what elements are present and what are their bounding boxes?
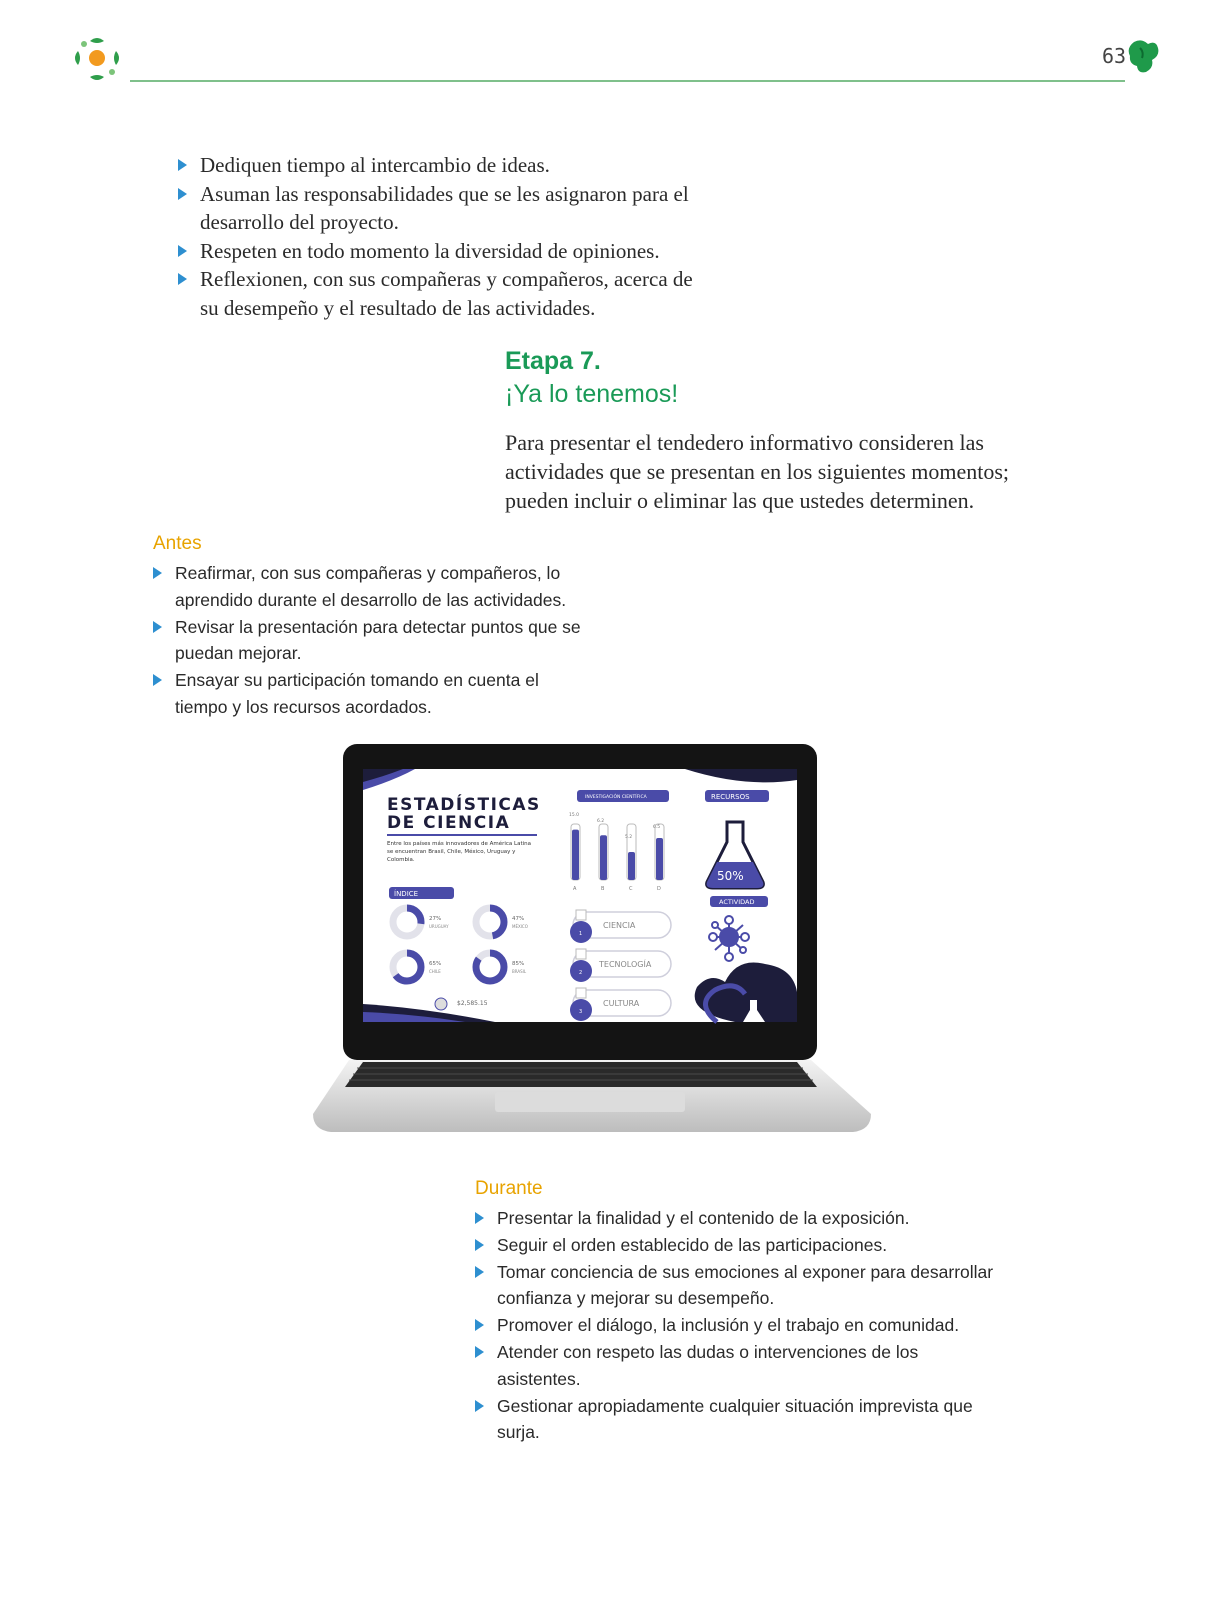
test-tube-label: A xyxy=(573,886,577,892)
donut-percent: 85% xyxy=(512,961,525,967)
header-rule xyxy=(130,80,1125,82)
flower-logo-icon xyxy=(70,33,126,85)
stage-title: Etapa 7. xyxy=(505,347,601,375)
bullet-arrow-icon xyxy=(178,159,187,171)
page-number: 63 xyxy=(1102,44,1127,68)
top-guidelines-list xyxy=(178,151,698,322)
list-item: Atender con respeto las dudas o intervenciones de los asistentes. xyxy=(475,1339,995,1393)
bullet-arrow-icon xyxy=(475,1266,484,1278)
bullet-arrow-icon xyxy=(475,1400,484,1412)
test-tube-fill xyxy=(600,835,607,880)
list-item: Reafirmar, con sus compañeras y compañeros, lo aprendido durante el desarrollo de las actividades. xyxy=(153,560,593,614)
flask-percentage: 50% xyxy=(717,869,744,883)
list-item: Promover el diálogo, la inclusión y el trabajo en comunidad. xyxy=(475,1312,995,1339)
topic-number: 3 xyxy=(579,1009,583,1015)
list-item: Presentar la finalidad y el contenido de la exposición. xyxy=(475,1205,995,1232)
bullet-arrow-icon xyxy=(178,245,187,257)
antes-title: Antes xyxy=(153,533,202,554)
recursos-label: RECURSOS xyxy=(711,793,750,801)
test-tube-label: D xyxy=(657,886,661,892)
list-item: Ensayar su participación tomando en cuenta el tiempo y los recursos acordados. xyxy=(153,667,593,721)
durante-list xyxy=(475,1205,995,1446)
topic-label: CULTURA xyxy=(603,999,640,1008)
test-tube-label: C xyxy=(629,886,633,892)
stage-subtitle: ¡Ya lo tenemos! xyxy=(505,380,679,408)
bullet-arrow-icon xyxy=(475,1346,484,1358)
test-tube-fill xyxy=(656,838,663,880)
money-label: $2,585.15 xyxy=(457,1000,488,1007)
topic-number: 2 xyxy=(579,970,583,976)
test-tube-label: B xyxy=(601,886,605,892)
bullet-arrow-icon xyxy=(475,1239,484,1251)
test-tube-value: 6.2 xyxy=(597,819,605,824)
antes-list xyxy=(153,560,593,721)
test-tube-fill xyxy=(572,830,579,880)
stage-intro: Para presentar el tendedero informativo consideren las actividades que se presentan en los siguientes momentos; pueden incluir o eliminar las que ustedes determinen. xyxy=(505,430,1010,513)
test-tube-value: 15.0 xyxy=(569,813,580,818)
bullet-arrow-icon xyxy=(475,1319,484,1331)
donut-percent: 65% xyxy=(429,961,442,967)
list-item: Tomar conciencia de sus emociones al exponer para desarrollar confianza y mejorar su desempeño. xyxy=(475,1259,995,1313)
topic-label: TECNOLOGÍA xyxy=(599,960,652,969)
bullet-arrow-icon xyxy=(153,621,162,633)
test-tube-fill xyxy=(628,852,635,880)
topic-label: CIENCIA xyxy=(603,921,636,930)
donut-country: URUGUAY xyxy=(429,924,449,929)
list-item: Reflexionen, con sus compañeras y compañeros, acerca de su desempeño y el resultado de las actividades. xyxy=(178,265,698,322)
actividad-label: ACTIVIDAD xyxy=(719,898,755,906)
list-item: Dediquen tiempo al intercambio de ideas. xyxy=(178,151,698,180)
donut-country: BRASIL xyxy=(512,969,527,974)
list-item: Seguir el orden establecido de las participaciones. xyxy=(475,1232,995,1259)
screen-title-line2: DE CIENCIA xyxy=(387,813,511,833)
bullet-arrow-icon xyxy=(153,674,162,686)
donut-country: MÉXICO xyxy=(512,924,528,929)
list-item: Asuman las responsabilidades que se les asignaron para el desarrollo del proyecto. xyxy=(178,180,698,237)
list-item: Revisar la presentación para detectar puntos que se puedan mejorar. xyxy=(153,614,593,668)
screen-description: Entre los países más innovadores de América Latina se encuentran Brasil, Chile, México, Uruguay y Colombia. xyxy=(387,841,532,863)
donut-country: CHILE xyxy=(429,969,441,974)
indice-label: ÍNDICE xyxy=(394,890,419,898)
test-tube-value: 6.5 xyxy=(653,825,661,830)
bullet-arrow-icon xyxy=(178,273,187,285)
list-item: Respeten en todo momento la diversidad de opiniones. xyxy=(178,237,698,266)
stage-heading xyxy=(505,345,678,411)
bullet-arrow-icon xyxy=(178,188,187,200)
test-tube-value: 5.2 xyxy=(625,835,633,840)
pill-group xyxy=(570,910,671,1021)
topic-number: 1 xyxy=(579,931,583,937)
list-item: Gestionar apropiadamente cualquier situación imprevista que surja. xyxy=(475,1393,995,1447)
laptop-illustration xyxy=(305,742,880,1137)
touchpad xyxy=(495,1092,685,1112)
screen-title-line1: ESTADÍSTICAS xyxy=(387,795,541,815)
green-hand-logo-icon xyxy=(1128,38,1162,74)
investigacion-label: INVESTIGACIÓN CIENTÍFICA xyxy=(585,795,647,800)
bullet-arrow-icon xyxy=(475,1212,484,1224)
donut-percent: 47% xyxy=(512,916,525,922)
donut-percent: 27% xyxy=(429,916,442,922)
durante-title: Durante xyxy=(475,1178,543,1199)
bullet-arrow-icon xyxy=(153,567,162,579)
